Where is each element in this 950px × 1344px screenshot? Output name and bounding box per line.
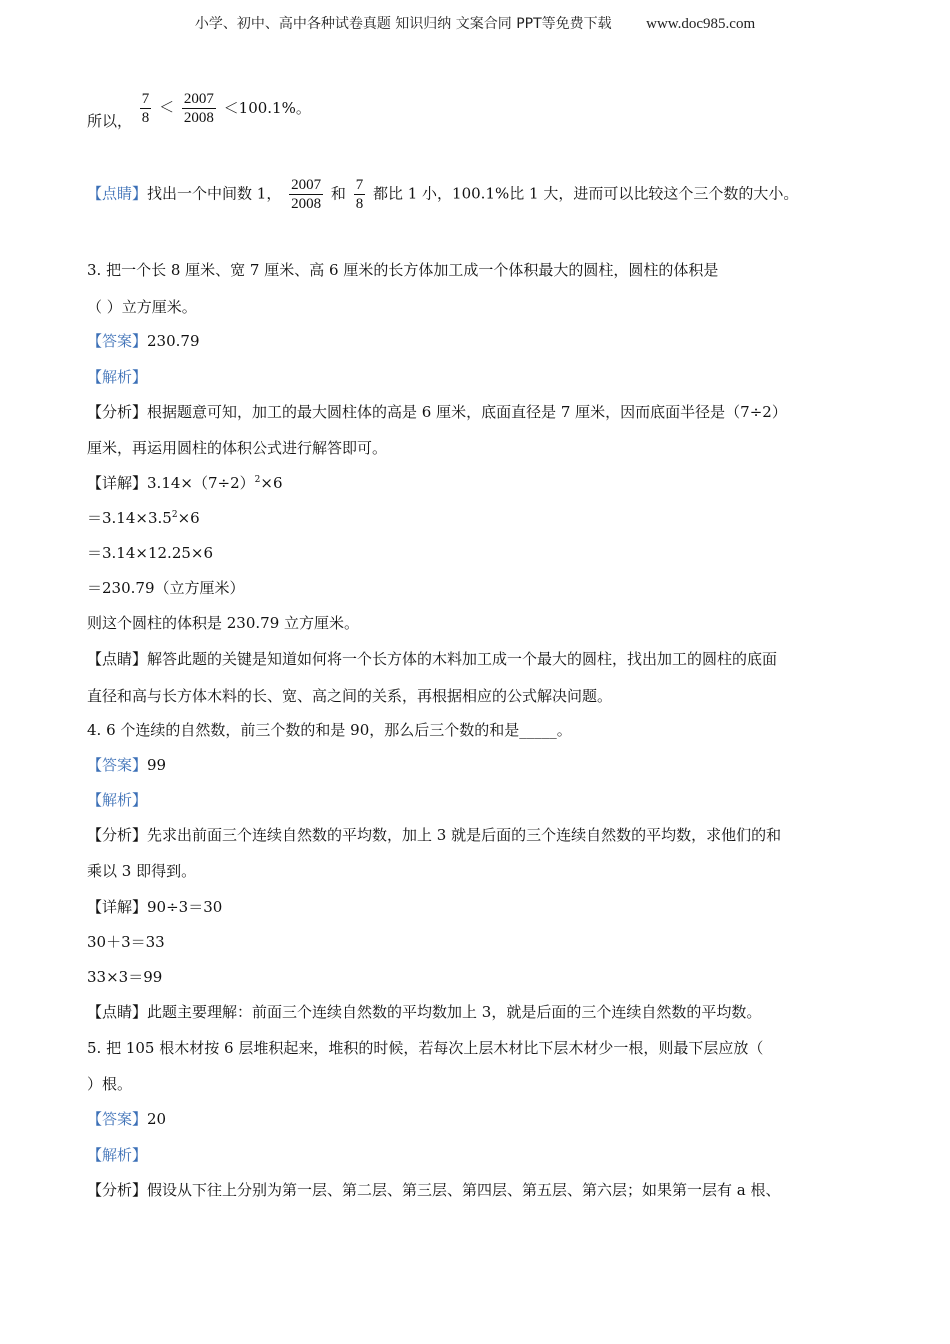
detail-expr-tail: ×6 (260, 474, 283, 492)
frac-den: 2008 (183, 110, 214, 126)
q4-question: 4. 6 个连续的自然数，前三个数的和是 90，那么后三个数的和是_____。 (87, 721, 572, 739)
dianjing-text1: 找出一个中间数 1， (147, 184, 282, 203)
dianjing-text2: 都比 1 小，100.1%比 1 大，进而可以比较这个三个数的大小。 (372, 184, 799, 203)
q3-dianjing-line2: 直径和高与长方体木料的长、宽、高之间的关系，再根据相应的公式解决问题。 (87, 687, 613, 705)
q5-question-line1: 5. 把 105 根木材按 6 层堆积起来，堆积的时候，若每次上层木材比下层木材少一根，则最下层应放（ (87, 1039, 764, 1057)
jiexi-tag: 【解析】 (87, 1146, 148, 1164)
q4-detail-line2: 30＋3＝33 (87, 933, 165, 951)
detail-expr: 3.14×（7÷2） (147, 474, 255, 492)
q3-analysis-line2: 厘米，再运用圆柱的体积公式进行解答即可。 (87, 439, 388, 457)
dianjing-text: 解答此题的关键是知道如何将一个长方体的木料加工成一个最大的圆柱，找出加工的圆柱的底面 (147, 650, 778, 668)
fraction-7-8 (354, 176, 366, 213)
q3-detail-line2 (87, 507, 200, 529)
dianjing-tag: 【点睛】 (87, 650, 148, 668)
detail-expr: 90÷3＝30 (147, 898, 223, 916)
fraction-7-8 (140, 90, 152, 127)
analysis-tag: 【分析】 (87, 826, 148, 844)
q3-detail-line1 (87, 472, 283, 494)
answer-tag: 【答案】 (87, 756, 148, 774)
q5-analysis-line1 (87, 1179, 781, 1201)
q4-dianjing (87, 1001, 761, 1023)
dianjing-text: 此题主要理解：前面三个连续自然数的平均数加上 3，就是后面的三个连续自然数的平均数。 (147, 1003, 762, 1021)
and-text: 和 (330, 184, 346, 203)
q3-conclusion: 则这个圆柱的体积是 230.79 立方厘米。 (87, 614, 360, 632)
q3-detail-line4: ＝230.79（立方厘米） (87, 579, 245, 597)
frac-num: 7 (355, 177, 364, 193)
fraction-2007-2008 (182, 90, 216, 127)
frac-num: 7 (141, 91, 150, 107)
dianjing-tag: 【点睛】 (87, 1003, 148, 1021)
q4-analysis-line1 (87, 824, 781, 846)
detail-expr-tail: ×6 (177, 509, 200, 527)
answer-value: 230.79 (147, 332, 200, 350)
q3-answer (87, 330, 200, 352)
q4-analysis-line2: 乘以 3 即得到。 (87, 862, 197, 880)
answer-value: 20 (147, 1110, 167, 1128)
frac-den: 2008 (291, 196, 322, 212)
q3-question-line1: 3. 把一个长 8 厘米、宽 7 厘米、高 6 厘米的长方体加工成一个体积最大的圆柱，圆柱的体积是 (87, 261, 719, 279)
frac-den: 8 (355, 196, 364, 212)
exponent: 2 (171, 510, 178, 520)
header-title: 小学、初中、高中各种试卷真题 知识归纳 文案合同 PPT等免费下载 (194, 16, 612, 32)
q5-answer (87, 1108, 166, 1130)
analysis-text: 根据题意可知，加工的最大圆柱体的高是 6 厘米，底面直径是 7 厘米，因而底面半径是（7÷2） (147, 403, 787, 421)
analysis-text: 假设从下往上分别为第一层、第二层、第三层、第四层、第五层、第六层；如果第一层有 a 根、 (147, 1181, 781, 1199)
analysis-text: 先求出前面三个连续自然数的平均数，加上 3 就是后面的三个连续自然数的平均数，求他们的和 (147, 826, 782, 844)
q5-question-line2: ）根。 (87, 1075, 133, 1093)
suoyi-rest: ＜100.1%。 (223, 98, 311, 117)
header-site: www.doc985.com (646, 16, 756, 32)
line-suoyi (87, 90, 311, 130)
q3-question-line2: （ ）立方厘米。 (87, 298, 197, 316)
q5-jiexi (87, 1144, 147, 1166)
jiexi-tag: 【解析】 (87, 368, 148, 386)
fraction-2007-2008 (289, 176, 323, 213)
dianjing-tag: 【点睛】 (87, 184, 148, 203)
analysis-tag: 【分析】 (87, 403, 148, 421)
exponent: 2 (254, 475, 261, 485)
q3-detail-line3: ＝3.14×12.25×6 (87, 544, 214, 562)
detail-tag: 【详解】 (87, 898, 148, 916)
q3-analysis-line1 (87, 401, 787, 423)
q4-jiexi (87, 789, 147, 811)
detail-expr: ＝3.14×3.5 (87, 509, 172, 527)
q3-jiexi (87, 366, 147, 388)
q4-detail-line1 (87, 896, 222, 918)
frac-num: 2007 (291, 177, 322, 193)
detail-tag: 【详解】 (87, 474, 148, 492)
q4-detail-line3: 33×3＝99 (87, 968, 163, 986)
line-dianjing-1 (87, 176, 798, 213)
frac-num: 2007 (183, 91, 214, 107)
q4-answer (87, 754, 166, 776)
analysis-tag: 【分析】 (87, 1181, 148, 1199)
jiexi-tag: 【解析】 (87, 791, 148, 809)
answer-tag: 【答案】 (87, 332, 148, 350)
answer-tag: 【答案】 (87, 1110, 148, 1128)
suoyi-prefix: 所以， (87, 111, 133, 130)
frac-den: 8 (141, 110, 150, 126)
page-header (0, 13, 950, 33)
answer-value: 99 (147, 756, 167, 774)
less-than: ＜ (159, 97, 175, 116)
q3-dianjing-line1 (87, 648, 777, 670)
